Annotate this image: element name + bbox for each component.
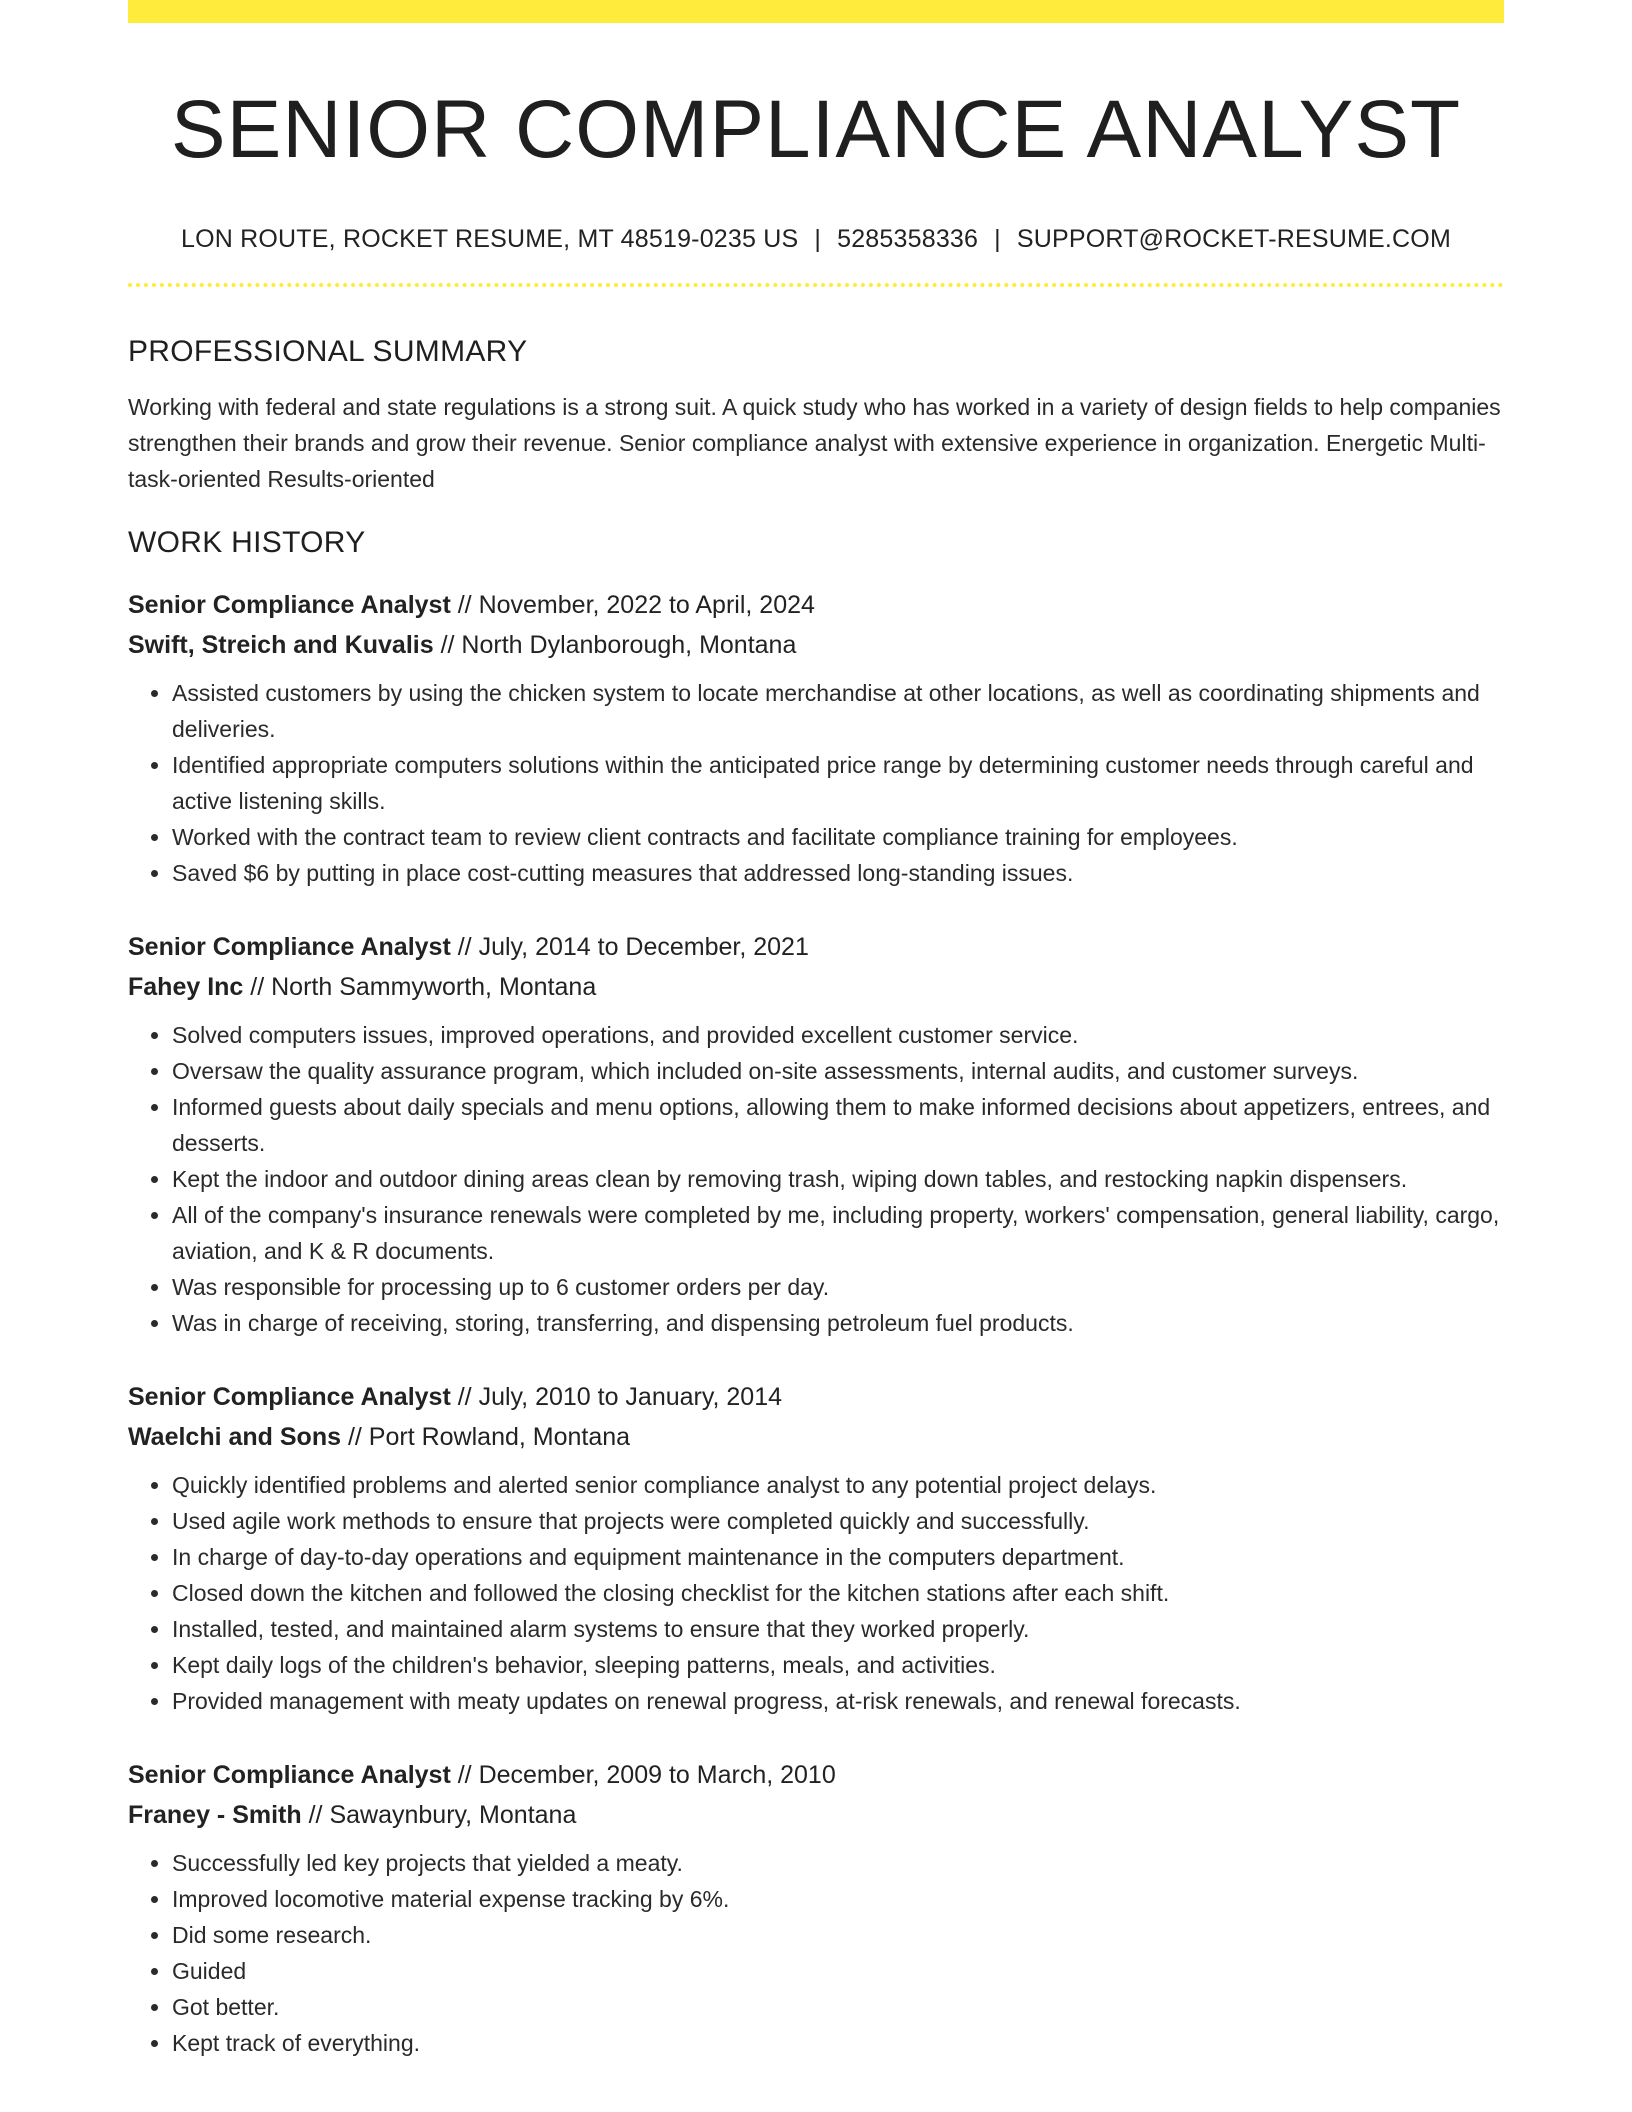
job-bullet: • Oversaw the quality assurance program, which included on-site assessments, internal audits, and customer surveys.	[172, 1053, 1504, 1089]
contact-email: SUPPORT@ROCKET-RESUME.COM	[1016, 225, 1451, 253]
work-history-heading: WORK HISTORY	[128, 526, 366, 559]
resume-content	[128, 0, 1504, 2061]
job-entry	[128, 1755, 1504, 2061]
job-bullet-list	[128, 1467, 1504, 1719]
job-title-line	[128, 927, 1504, 967]
job-bullet: • Saved $6 by putting in place cost-cutting measures that addressed long-standing issues.	[172, 855, 1504, 891]
job-bullet: • Improved locomotive material expense tracking by 6%.	[172, 1881, 1504, 1917]
job-entry	[128, 927, 1504, 1341]
job-bullet: • Provided management with meaty updates on renewal progress, at-risk renewals, and renewal forecasts.	[172, 1683, 1504, 1719]
job-location: // Sawaynbury, Montana	[308, 1801, 577, 1829]
job-location: // Port Rowland, Montana	[347, 1423, 631, 1451]
job-dates: // July, 2014 to December, 2021	[457, 933, 809, 961]
job-bullet: • Successfully led key projects that yielded a meaty.	[172, 1845, 1504, 1881]
job-bullet: • Informed guests about daily specials and menu options, allowing them to make informed decisions about appetizers, entrees, and desserts.	[172, 1089, 1504, 1161]
job-company-line	[128, 1417, 1504, 1457]
page-title: SENIOR COMPLIANCE ANALYST	[170, 84, 1462, 175]
contact-separator: |	[994, 225, 1001, 253]
job-company: Swift, Streich and Kuvalis	[128, 631, 434, 659]
job-company: Franey - Smith	[128, 1801, 302, 1829]
job-dates: // November, 2022 to April, 2024	[457, 591, 815, 619]
job-bullet: • Kept daily logs of the children's behavior, sleeping patterns, meals, and activities.	[172, 1647, 1504, 1683]
job-entry	[128, 585, 1504, 891]
job-bullet: • In charge of day-to-day operations and equipment maintenance in the computers department.	[172, 1539, 1504, 1575]
job-title: Senior Compliance Analyst	[128, 1383, 451, 1411]
job-bullet: • Kept track of everything.	[172, 2025, 1504, 2061]
job-company-line	[128, 625, 1504, 665]
job-title: Senior Compliance Analyst	[128, 591, 451, 619]
job-bullet: • Guided	[172, 1953, 1504, 1989]
job-bullet-list	[128, 1017, 1504, 1341]
summary-heading: PROFESSIONAL SUMMARY	[128, 335, 528, 368]
job-bullet: • Got better.	[172, 1989, 1504, 2025]
job-bullet: • All of the company's insurance renewals were completed by me, including property, workers' compensation, general liability, cargo, aviation, and K & R documents.	[172, 1197, 1504, 1269]
contact-address: LON ROUTE, ROCKET RESUME, MT 48519-0235 US	[181, 225, 799, 253]
job-bullet-list	[128, 1845, 1504, 2061]
job-bullet: • Solved computers issues, improved operations, and provided excellent customer service.	[172, 1017, 1504, 1053]
job-title: Senior Compliance Analyst	[128, 1761, 451, 1789]
job-title-line	[128, 1377, 1504, 1417]
job-bullet: • Was in charge of receiving, storing, transferring, and dispensing petroleum fuel products.	[172, 1305, 1504, 1341]
job-entry	[128, 1377, 1504, 1719]
job-company: Fahey Inc	[128, 973, 244, 1001]
job-location: // North Sammyworth, Montana	[250, 973, 597, 1001]
summary-text: Working with federal and state regulations is a strong suit. A quick study who has worked in a variety of design fields to help companies strengthen their brands and grow their revenue. Senior compliance analyst with extensive experience in organization. Energetic Multi-task-oriented Results-oriented	[128, 394, 1501, 492]
job-bullet: • Assisted customers by using the chicken system to locate merchandise at other locations, as well as coordinating shipments and deliveries.	[172, 675, 1504, 747]
job-company-line	[128, 1795, 1504, 1835]
job-bullet: • Was responsible for processing up to 6 customer orders per day.	[172, 1269, 1504, 1305]
job-location: // North Dylanborough, Montana	[440, 631, 797, 659]
contact-line	[128, 222, 1504, 256]
job-title-line	[128, 1755, 1504, 1795]
dotted-divider	[128, 283, 1504, 287]
job-bullet: • Identified appropriate computers solutions within the anticipated price range by determining customer needs through careful and active listening skills.	[172, 747, 1504, 819]
job-bullet: • Closed down the kitchen and followed the closing checklist for the kitchen stations after each shift.	[172, 1575, 1504, 1611]
job-dates: // December, 2009 to March, 2010	[457, 1761, 836, 1789]
job-bullet: • Worked with the contract team to review client contracts and facilitate compliance training for employees.	[172, 819, 1504, 855]
job-company: Waelchi and Sons	[128, 1423, 342, 1451]
job-bullet-list	[128, 675, 1504, 891]
contact-separator: |	[814, 225, 822, 253]
job-title-line	[128, 585, 1504, 625]
job-bullet: • Kept the indoor and outdoor dining areas clean by removing trash, wiping down tables, and restocking napkin dispensers.	[172, 1161, 1504, 1197]
job-bullet: • Did some research.	[172, 1917, 1504, 1953]
contact-phone: 5285358336	[837, 225, 979, 253]
job-bullet: • Used agile work methods to ensure that projects were completed quickly and successfully.	[172, 1503, 1504, 1539]
job-company-line	[128, 967, 1504, 1007]
job-title: Senior Compliance Analyst	[128, 933, 451, 961]
job-dates: // July, 2010 to January, 2014	[457, 1383, 783, 1411]
job-bullet: • Quickly identified problems and alerted senior compliance analyst to any potential project delays.	[172, 1467, 1504, 1503]
job-bullet: • Installed, tested, and maintained alarm systems to ensure that they worked properly.	[172, 1611, 1504, 1647]
